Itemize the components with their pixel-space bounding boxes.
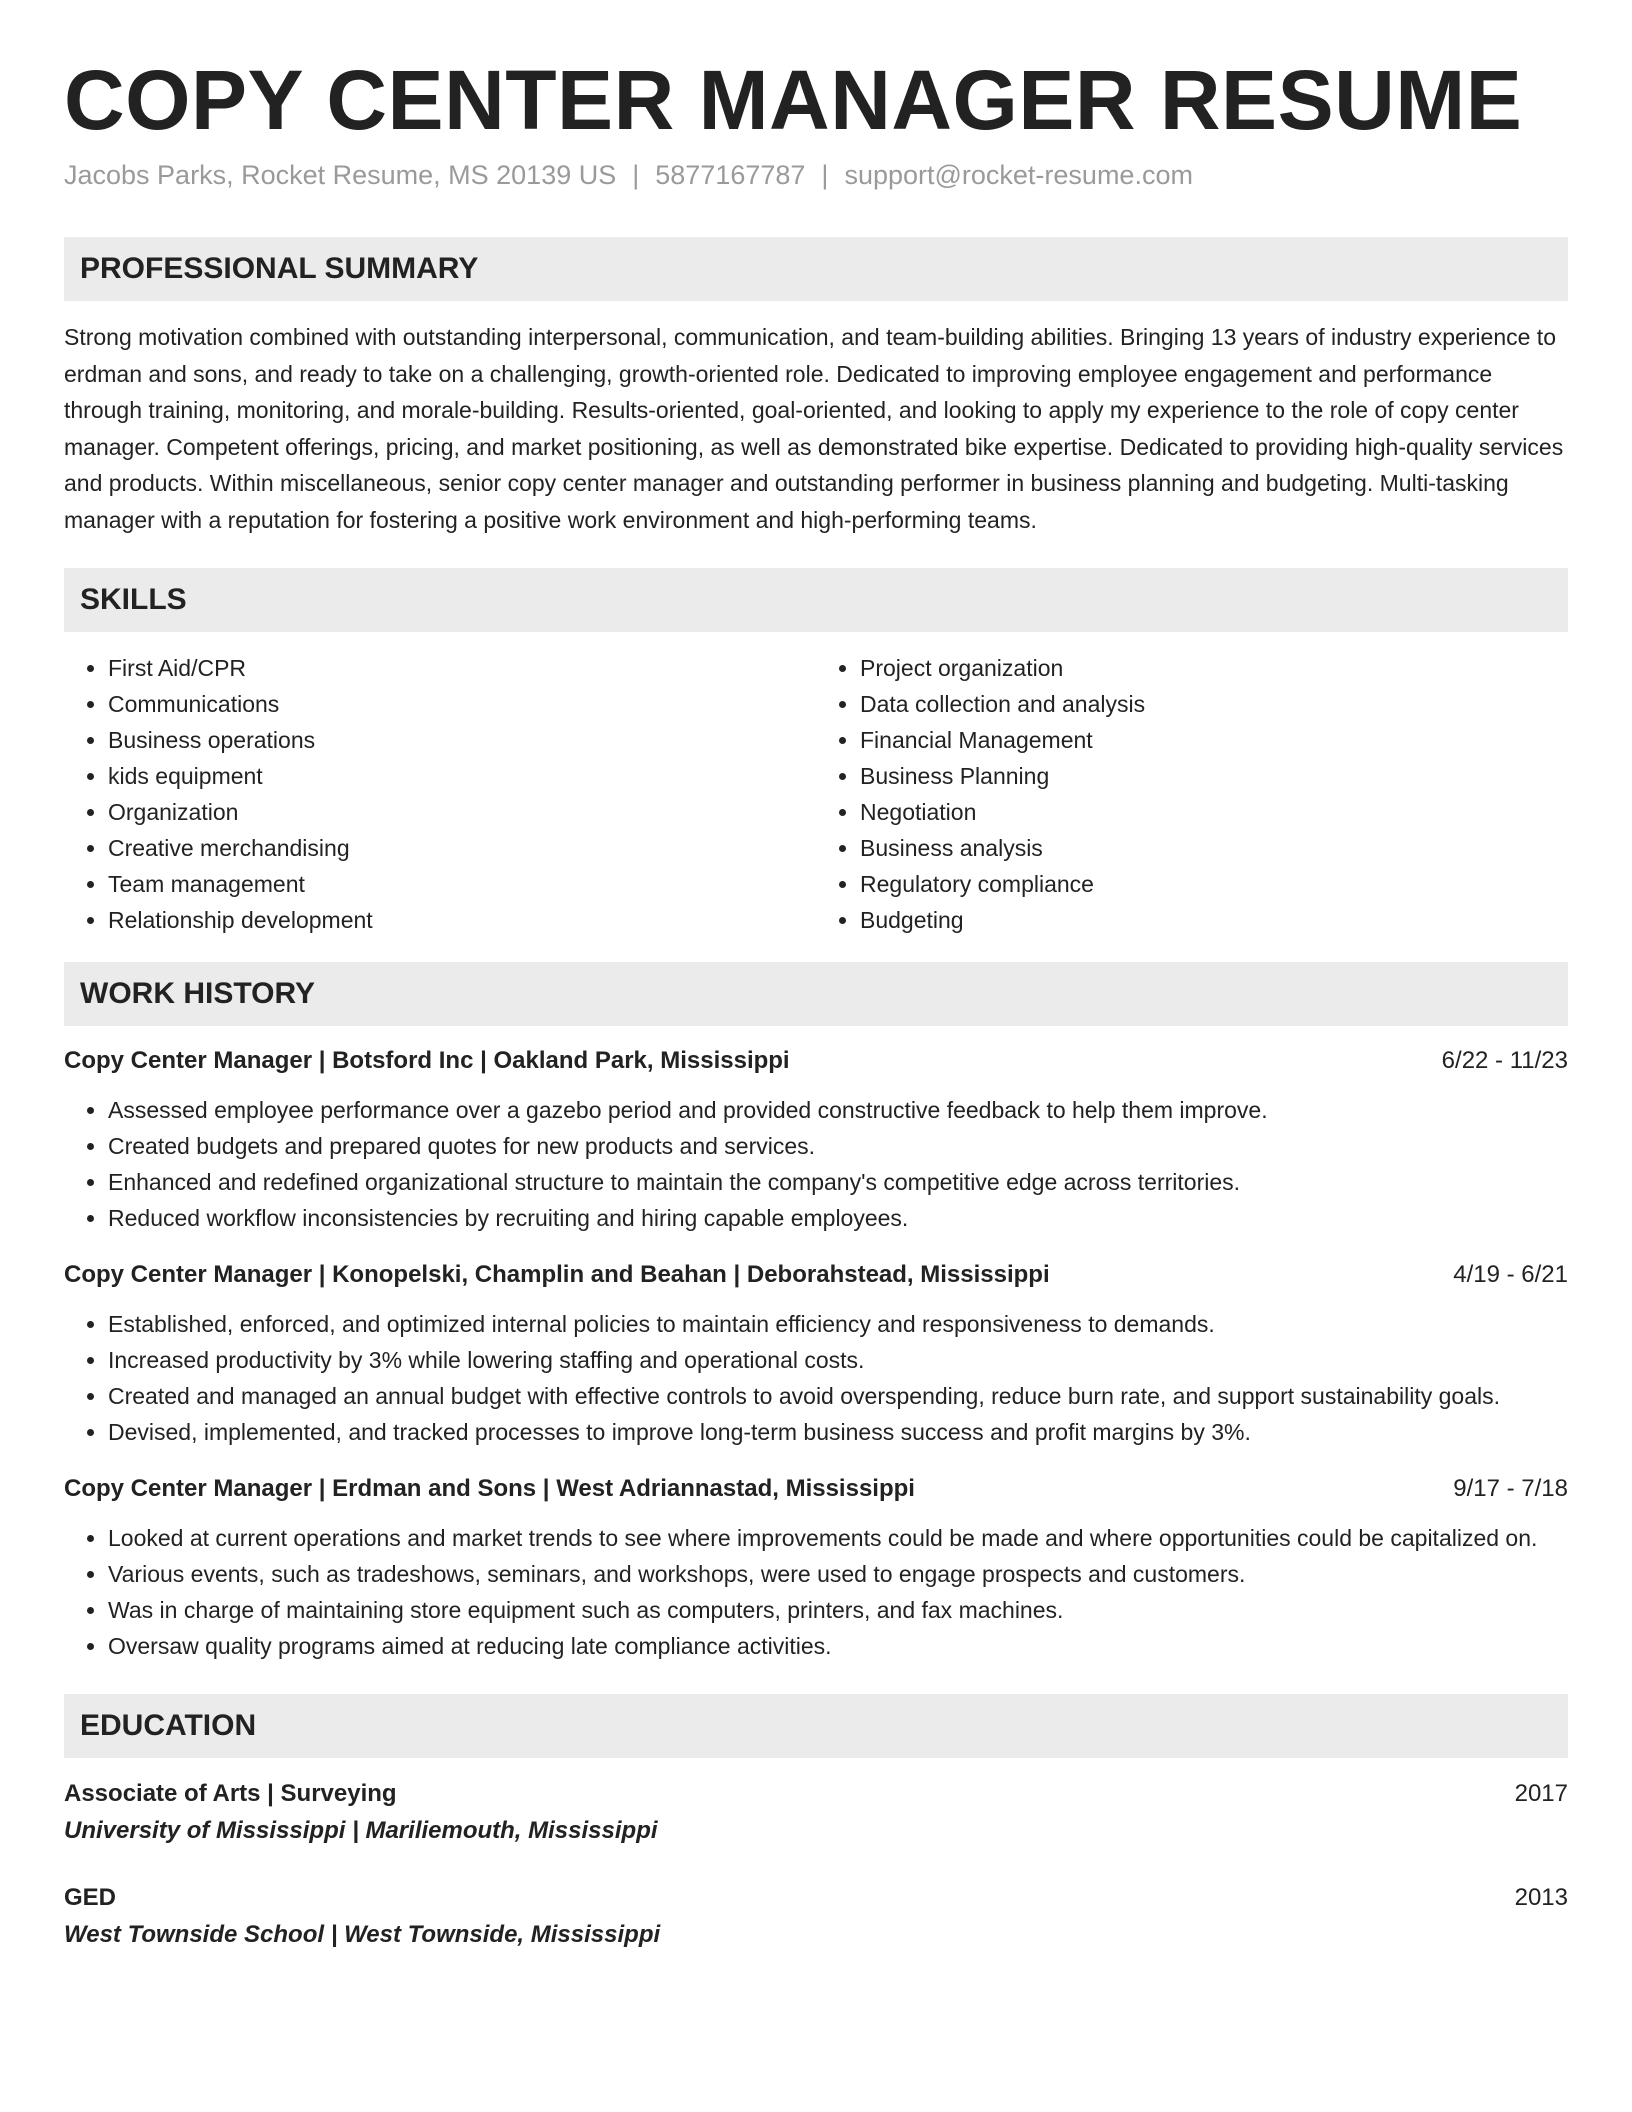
education-header	[64, 1880, 1568, 1916]
education-year: 2013	[1514, 1884, 1568, 1912]
job-title: Copy Center Manager | Botsford Inc | Oakland Park, Mississippi	[64, 1047, 790, 1075]
skills-list	[64, 650, 1568, 938]
section-header-summary: PROFESSIONAL SUMMARY	[64, 237, 1568, 301]
job-dates: 9/17 - 7/18	[1453, 1475, 1568, 1503]
skill-item: • Business analysis	[860, 830, 1568, 866]
skill-item: • Negotiation	[860, 794, 1568, 830]
job-bullet: • Assessed employee performance over a gazebo period and provided constructive feedback to help them improve.	[108, 1092, 1568, 1128]
job-bullet: • Created and managed an annual budget with effective controls to avoid overspending, reduce burn rate, and support sustainability goals.	[108, 1378, 1568, 1414]
skill-item: • Communications	[108, 686, 816, 722]
skill-item: • Business Planning	[860, 758, 1568, 794]
work-entry	[64, 1472, 1568, 1664]
job-title: Copy Center Manager | Erdman and Sons | West Adriannastad, Mississippi	[64, 1475, 915, 1503]
skill-item: • Business operations	[108, 722, 816, 758]
job-dates: 4/19 - 6/21	[1453, 1261, 1568, 1289]
education-school: University of Mississippi | Mariliemouth, Mississippi	[64, 1817, 658, 1845]
job-title: Copy Center Manager | Konopelski, Champlin and Beahan | Deborahstead, Mississippi	[64, 1261, 1050, 1289]
job-bullet: • Looked at current operations and market trends to see where improvements could be made and where opportunities could be capitalized on.	[108, 1520, 1568, 1556]
job-header	[64, 1258, 1568, 1292]
job-bullet: • Oversaw quality programs aimed at reducing late compliance activities.	[108, 1628, 1568, 1664]
job-bullet: • Established, enforced, and optimized internal policies to maintain efficiency and responsiveness to demands.	[108, 1306, 1568, 1342]
skills-column-right	[816, 650, 1568, 938]
education-degree: GED	[64, 1884, 117, 1912]
contact-phone: 5877167787	[655, 160, 806, 191]
job-header	[64, 1472, 1568, 1506]
resume-title: COPY CENTER MANAGER RESUME	[64, 53, 1523, 147]
skill-item: • Financial Management	[860, 722, 1568, 758]
job-bullet: • Enhanced and redefined organizational structure to maintain the company's competitive edge across territories.	[108, 1164, 1568, 1200]
section-header-skills: SKILLS	[64, 568, 1568, 632]
education-entry	[64, 1776, 1568, 1850]
job-bullet: • Devised, implemented, and tracked processes to improve long-term business success and profit margins by 3%.	[108, 1414, 1568, 1450]
job-bullet: • Various events, such as tradeshows, seminars, and workshops, were used to engage prospects and customers.	[108, 1556, 1568, 1592]
skill-item: • Relationship development	[108, 902, 816, 938]
education-school: West Townside School | West Townside, Mississippi	[64, 1921, 661, 1949]
job-bullet: • Reduced workflow inconsistencies by recruiting and hiring capable employees.	[108, 1200, 1568, 1236]
contact-separator: |	[632, 160, 640, 191]
skills-column-left	[64, 650, 816, 938]
contact-address: Jacobs Parks, Rocket Resume, MS 20139 US	[64, 160, 617, 191]
skill-item: • Budgeting	[860, 902, 1568, 938]
contact-email: support@rocket-resume.com	[844, 160, 1193, 191]
section-header-work: WORK HISTORY	[64, 962, 1568, 1026]
skill-item: • First Aid/CPR	[108, 650, 816, 686]
skill-item: • Data collection and analysis	[860, 686, 1568, 722]
job-dates: 6/22 - 11/23	[1441, 1047, 1568, 1075]
job-bullets	[64, 1306, 1568, 1450]
skill-item: • Creative merchandising	[108, 830, 816, 866]
contact-line	[64, 158, 1568, 193]
education-degree: Associate of Arts | Surveying	[64, 1780, 397, 1808]
job-bullets	[64, 1520, 1568, 1664]
work-entry	[64, 1258, 1568, 1450]
job-header	[64, 1044, 1568, 1078]
job-bullet: • Created budgets and prepared quotes for new products and services.	[108, 1128, 1568, 1164]
skill-item: • kids equipment	[108, 758, 816, 794]
job-bullet: • Was in charge of maintaining store equipment such as computers, printers, and fax machines.	[108, 1592, 1568, 1628]
job-bullets	[64, 1092, 1568, 1236]
skill-item: • Project organization	[860, 650, 1568, 686]
education-header	[64, 1776, 1568, 1812]
job-bullet: • Increased productivity by 3% while lowering staffing and operational costs.	[108, 1342, 1568, 1378]
skill-item: • Team management	[108, 866, 816, 902]
work-entry	[64, 1044, 1568, 1236]
contact-separator: |	[821, 160, 829, 191]
education-year: 2017	[1514, 1780, 1568, 1808]
summary-text: Strong motivation combined with outstanding interpersonal, communication, and team-building abilities. Bringing 13 years of industry experience to erdman and sons, and ready to take on a challenging, growth-oriented role. Dedicated to improving employee engagement and performance through training, monitoring, and morale-building. Results-oriented, goal-oriented, and looking to apply my experience to the role of copy center manager. Competent offerings, pricing, and market positioning, as well as demonstrated bike expertise. Dedicated to providing high-quality services and products. Within miscellaneous, senior copy center manager and outstanding performer in business planning and budgeting. Multi-tasking manager with a reputation for fostering a positive work environment and high-performing teams.	[64, 324, 1564, 533]
skill-item: • Organization	[108, 794, 816, 830]
skill-item: • Regulatory compliance	[860, 866, 1568, 902]
education-entry	[64, 1880, 1568, 1954]
section-header-education: EDUCATION	[64, 1694, 1568, 1758]
